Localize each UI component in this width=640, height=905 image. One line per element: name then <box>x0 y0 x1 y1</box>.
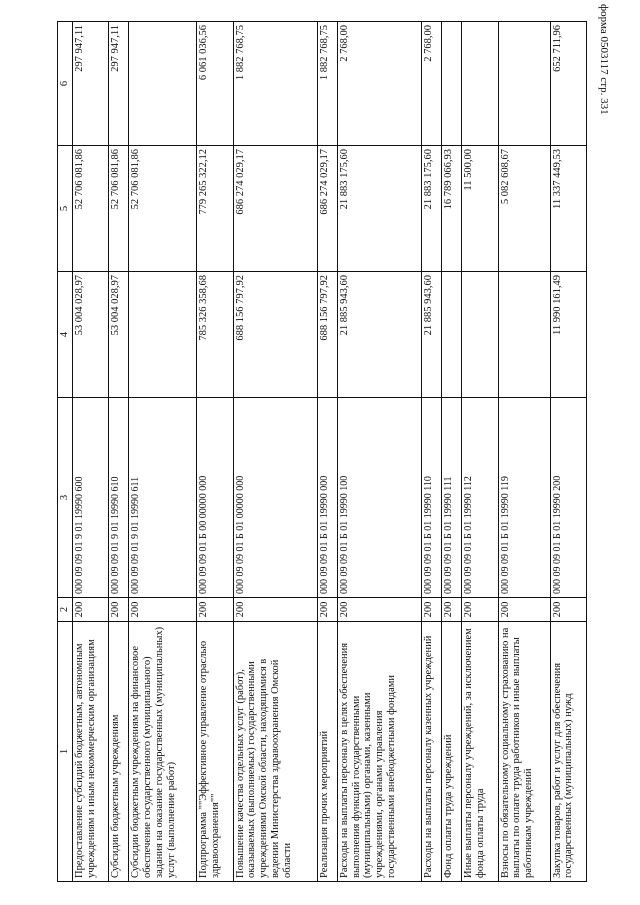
row-approved-cell <box>129 272 197 398</box>
row-approved-cell <box>462 272 498 398</box>
row-name-cell: Взносы по обязательному социальному страхованию на выплаты по оплате труда работников и иные выплаты работникам учреждений <box>498 622 550 882</box>
row-budget-code-cell: 000 09 09 01 Б 01 19990 000 <box>317 398 337 598</box>
row-approved-cell <box>442 272 462 398</box>
row-name-cell: Подпрограмма ""Эффективное управление отраслью здравоохранения"" <box>197 622 233 882</box>
row-line-code-cell: 200 <box>550 598 586 622</box>
row-unexecuted-cell: 1 882 768,75 <box>317 22 337 146</box>
row-line-code-cell: 200 <box>422 598 442 622</box>
row-budget-code-cell: 000 09 09 01 Б 01 00000 000 <box>233 398 317 598</box>
table-row <box>550 22 586 882</box>
header-col-6: 6 <box>58 22 73 146</box>
expenditure-table <box>57 21 587 882</box>
row-line-code-cell: 200 <box>442 598 462 622</box>
row-line-code-cell: 200 <box>109 598 129 622</box>
table-row <box>442 22 462 882</box>
row-budget-code-cell: 000 09 09 01 Б 01 19990 100 <box>337 398 421 598</box>
row-executed-cell: 686 274 029,17 <box>233 146 317 272</box>
table-row <box>129 22 197 882</box>
row-executed-cell: 5 082 608,67 <box>498 146 550 272</box>
row-budget-code-cell: 000 09 09 01 Б 00 00000 000 <box>197 398 233 598</box>
row-unexecuted-cell: 297 947,11 <box>109 22 129 146</box>
row-name-cell: Расходы на выплаты персоналу в целях обеспечения выполнения функций государственными (муниципальными) органами, казенными учреждениями, органами управления государственными внебюджетными фондами <box>337 622 421 882</box>
row-executed-cell: 16 789 066,93 <box>442 146 462 272</box>
row-approved-cell: 785 326 358,68 <box>197 272 233 398</box>
form-page-label: форма 0503117 стр. 331 <box>598 4 610 115</box>
row-name-cell: Закупка товаров, работ и услуг для обеспечения государственных (муниципальных) нужд <box>550 622 586 882</box>
row-unexecuted-cell: 2 768,00 <box>337 22 421 146</box>
row-approved-cell <box>498 272 550 398</box>
row-budget-code-cell: 000 09 09 01 Б 01 19990 200 <box>550 398 586 598</box>
row-approved-cell: 21 885 943,60 <box>337 272 421 398</box>
table-row <box>233 22 317 882</box>
row-line-code-cell: 200 <box>462 598 498 622</box>
row-line-code-cell: 200 <box>73 598 109 622</box>
row-budget-code-cell: 000 09 09 01 Б 01 19990 112 <box>462 398 498 598</box>
row-name-cell: Расходы на выплаты персоналу казенных учреждений <box>422 622 442 882</box>
header-col-1: 1 <box>58 622 73 882</box>
row-budget-code-cell: 000 09 09 01 9 01 19990 611 <box>129 398 197 598</box>
row-executed-cell: 686 274 029,17 <box>317 146 337 272</box>
table-body <box>58 22 587 882</box>
row-line-code-cell: 200 <box>498 598 550 622</box>
row-line-code-cell: 200 <box>337 598 421 622</box>
header-row <box>58 22 73 882</box>
row-budget-code-cell: 000 09 09 01 Б 01 19990 119 <box>498 398 550 598</box>
row-approved-cell: 688 156 797,92 <box>317 272 337 398</box>
row-executed-cell: 779 265 322,12 <box>197 146 233 272</box>
row-unexecuted-cell: 2 768,00 <box>422 22 442 146</box>
table-row <box>73 22 109 882</box>
row-name-cell: Фонд оплаты труда учреждений <box>442 622 462 882</box>
table-row <box>197 22 233 882</box>
row-approved-cell: 21 885 943,60 <box>422 272 442 398</box>
table-row <box>498 22 550 882</box>
table-row <box>337 22 421 882</box>
row-line-code-cell: 200 <box>233 598 317 622</box>
row-unexecuted-cell: 297 947,11 <box>73 22 109 146</box>
row-unexecuted-cell <box>498 22 550 146</box>
row-approved-cell: 53 004 028,97 <box>109 272 129 398</box>
row-name-cell: Субсидии бюджетным учреждениям <box>109 622 129 882</box>
row-name-cell: Иные выплаты персоналу учреждений, за исключением фонда оплаты труда <box>462 622 498 882</box>
rotated-report-page <box>57 22 587 882</box>
row-name-cell: Реализация прочих мероприятий <box>317 622 337 882</box>
row-unexecuted-cell: 1 882 768,75 <box>233 22 317 146</box>
header-col-3: 3 <box>58 398 73 598</box>
row-executed-cell: 52 706 081,86 <box>129 146 197 272</box>
row-approved-cell: 688 156 797,92 <box>233 272 317 398</box>
row-executed-cell: 11 337 449,53 <box>550 146 586 272</box>
row-unexecuted-cell: 652 711,96 <box>550 22 586 146</box>
row-unexecuted-cell: 6 061 036,56 <box>197 22 233 146</box>
header-col-2: 2 <box>58 598 73 622</box>
row-budget-code-cell: 000 09 09 01 9 01 19990 610 <box>109 398 129 598</box>
row-budget-code-cell: 000 09 09 01 9 01 19990 600 <box>73 398 109 598</box>
row-budget-code-cell: 000 09 09 01 Б 01 19990 110 <box>422 398 442 598</box>
row-executed-cell: 21 883 175,60 <box>337 146 421 272</box>
header-col-4: 4 <box>58 272 73 398</box>
row-name-cell: Предоставление субсидий бюджетным, автономным учреждениям и иным некоммерческим организациям <box>73 622 109 882</box>
row-executed-cell: 21 883 175,60 <box>422 146 442 272</box>
row-executed-cell: 52 706 081,86 <box>109 146 129 272</box>
table-row <box>109 22 129 882</box>
row-executed-cell: 11 500,00 <box>462 146 498 272</box>
row-approved-cell: 11 990 161,49 <box>550 272 586 398</box>
header-col-5: 5 <box>58 146 73 272</box>
row-unexecuted-cell <box>462 22 498 146</box>
row-budget-code-cell: 000 09 09 01 Б 01 19990 111 <box>442 398 462 598</box>
table-row <box>317 22 337 882</box>
row-unexecuted-cell <box>129 22 197 146</box>
row-name-cell: Субсидии бюджетным учреждениям на финансовое обеспечение государственного (муниципального) задания на оказание государственных (муниципальных) услуг (выполнение работ) <box>129 622 197 882</box>
row-line-code-cell: 200 <box>317 598 337 622</box>
table-row <box>422 22 442 882</box>
table-row <box>462 22 498 882</box>
row-line-code-cell: 200 <box>197 598 233 622</box>
row-executed-cell: 52 706 081,86 <box>73 146 109 272</box>
row-approved-cell: 53 004 028,97 <box>73 272 109 398</box>
row-unexecuted-cell <box>442 22 462 146</box>
row-name-cell: Повышение качества отдельных услуг (работ), оказываемых (выполняемых) государственными учреждениями Омской области, находящимися в ведении Министерства здравоохранения Омской области <box>233 622 317 882</box>
row-line-code-cell: 200 <box>129 598 197 622</box>
